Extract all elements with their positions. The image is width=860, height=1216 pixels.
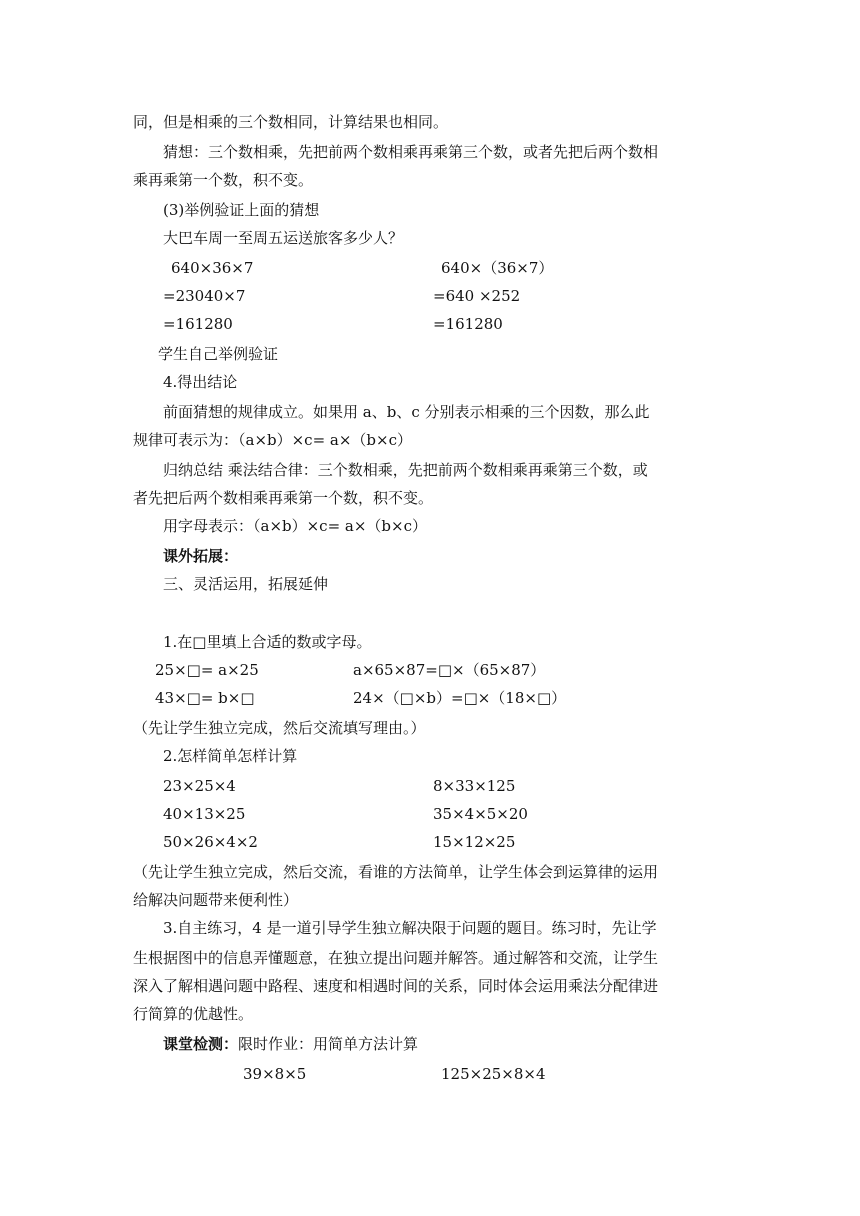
summary-line: 归纳总结 乘法结合律：三个数相乘，先把前两个数相乘再乘第三个数，或 — [163, 461, 648, 479]
exercise-right: 15×12×25 — [433, 833, 516, 851]
paragraph-line: 生根据图中的信息弄懂题意，在独立提出问题并解答。通过解答和交流，让学生 — [133, 949, 659, 967]
question-line: 大巴车周一至周五运送旅客多少人？ — [163, 229, 404, 247]
paragraph-line: 深入了解相遇问题中路程、速度和相遇时间的关系，同时体会运用乘法分配律进 — [133, 977, 659, 995]
paragraph-line: 同，但是相乘的三个数相同，计算结果也相同。 — [133, 113, 449, 131]
exercise-right: 24×（□×b）=□×（18×□） — [353, 689, 567, 707]
exercise-left: 40×13×25 — [163, 805, 246, 823]
calc-right: 640×（36×7） — [441, 259, 554, 277]
exercise-heading: 1.在□里填上合适的数或字母。 — [163, 633, 372, 651]
exercise-left: 43×□= b×□ — [155, 689, 255, 707]
classroom-test-text: 限时作业：用简单方法计算 — [238, 1035, 419, 1053]
exercise-heading: 2.怎样简单怎样计算 — [163, 747, 298, 765]
exercise-right: 35×4×5×20 — [433, 805, 528, 823]
note-line: 给解决问题带来便利性） — [133, 891, 299, 909]
calc-left: 640×36×7 — [171, 259, 254, 277]
paragraph-line: 者先把后两个数相乘再乘第一个数，积不变。 — [133, 489, 434, 507]
section-heading: 4.得出结论 — [163, 373, 238, 391]
calc-right: =161280 — [433, 315, 503, 333]
paragraph-line: 3.自主练习，4 是一道引导学生独立解决限于问题的题目。练习时，先让学 — [163, 919, 657, 937]
paragraph-line: 乘再乘第一个数，积不变。 — [133, 171, 314, 189]
exercise-right: 8×33×125 — [433, 777, 516, 795]
note-line: （先让学生独立完成，然后交流填写理由。） — [133, 719, 426, 737]
extension-heading: 课外拓展： — [163, 547, 239, 565]
paragraph-line: 规律可表示为：（a×b）×c= a×（b×c） — [133, 431, 413, 449]
paragraph-line: 行简算的优越性。 — [133, 1005, 254, 1023]
exercise-left: 39×8×5 — [243, 1065, 307, 1083]
calc-right: =640 ×252 — [433, 287, 521, 305]
formula-line: 用字母表示：（a×b）×c= a×（b×c） — [163, 517, 428, 535]
classroom-test-line — [163, 1034, 418, 1054]
paragraph-line: 前面猜想的规律成立。如果用 a、b、c 分别表示相乘的三个因数，那么此 — [163, 403, 650, 421]
exercise-left: 23×25×4 — [163, 777, 236, 795]
calc-left: =23040×7 — [163, 287, 246, 305]
exercise-left: 25×□= a×25 — [155, 661, 259, 679]
note-line: （先让学生独立完成，然后交流，看谁的方法简单，让学生体会到运算律的运用 — [133, 863, 659, 881]
exercise-right: a×65×87=□×（65×87） — [353, 661, 546, 679]
exercise-right: 125×25×8×4 — [441, 1065, 546, 1083]
exercise-left: 50×26×4×2 — [163, 833, 258, 851]
paragraph-line: 学生自己举例验证 — [158, 345, 279, 363]
section-heading: (3)举例验证上面的猜想 — [163, 201, 320, 219]
conjecture-line: 猜想：三个数相乘，先把前两个数相乘再乘第三个数，或者先把后两个数相 — [163, 143, 659, 161]
classroom-test-label: 课堂检测： — [163, 1035, 239, 1053]
calc-left: =161280 — [163, 315, 233, 333]
section-heading: 三、灵活运用，拓展延伸 — [163, 575, 329, 593]
